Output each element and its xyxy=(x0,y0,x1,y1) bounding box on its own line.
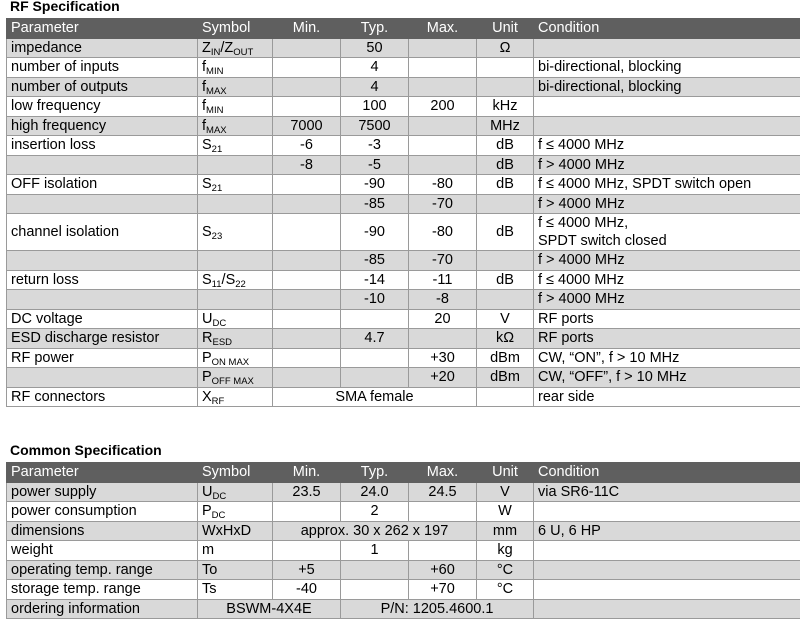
cell-unit: dB xyxy=(477,155,534,175)
cell-max: -8 xyxy=(409,290,477,310)
cell-symbol xyxy=(198,482,273,502)
cell-unit: Ω xyxy=(477,38,534,58)
table-row xyxy=(7,97,800,117)
cell-min: +5 xyxy=(273,560,341,580)
cell-unit: °C xyxy=(477,580,534,600)
condition-text: rear side xyxy=(538,389,594,405)
table-row xyxy=(7,155,800,175)
cell-condition xyxy=(534,58,800,78)
cell-parameter: weight xyxy=(7,541,198,561)
symbol-base: S xyxy=(202,137,212,153)
cell-typ: -3 xyxy=(341,136,409,156)
cell-condition xyxy=(534,175,800,195)
table-row xyxy=(7,560,800,580)
cell-parameter xyxy=(7,290,198,310)
symbol-subscript: 23 xyxy=(212,231,223,242)
symbol-base: P xyxy=(202,369,212,385)
cell-parameter: OFF isolation xyxy=(7,175,198,195)
cell-parameter: storage temp. range xyxy=(7,580,198,600)
cell-min: -40 xyxy=(273,580,341,600)
cell-condition xyxy=(534,521,800,541)
cell-min xyxy=(273,77,341,97)
cell-condition xyxy=(534,348,800,368)
table-row xyxy=(7,387,800,407)
cell-condition xyxy=(534,580,800,600)
cell-parameter xyxy=(7,368,198,388)
cell-condition xyxy=(534,214,800,251)
common-spec-title: Common Specification xyxy=(10,442,162,458)
cell-unit xyxy=(477,290,534,310)
cell-min: 7000 xyxy=(273,116,341,136)
cell-unit xyxy=(477,77,534,97)
cell-typ xyxy=(341,348,409,368)
symbol-base: U xyxy=(202,311,212,327)
cell-condition xyxy=(534,155,800,175)
header-symbol: Symbol xyxy=(198,463,273,483)
symbol-base: To xyxy=(202,562,217,578)
cell-max: +60 xyxy=(409,560,477,580)
cell-typ: 4 xyxy=(341,58,409,78)
cell-parameter: DC voltage xyxy=(7,309,198,329)
cell-value-span: approx. 30 x 262 x 197 xyxy=(273,521,477,541)
symbol-subscript: MAX xyxy=(206,86,227,97)
symbol-subscript: RF xyxy=(212,396,225,407)
cell-symbol xyxy=(198,521,273,541)
symbol-base: P xyxy=(202,350,212,366)
table-row xyxy=(7,251,800,271)
symbol-subscript: MAX xyxy=(206,125,227,136)
header-condition: Condition xyxy=(534,19,800,39)
header-max: Max. xyxy=(409,463,477,483)
ordering-label: ordering information xyxy=(7,599,198,619)
cell-unit: kHz xyxy=(477,97,534,117)
cell-min xyxy=(273,194,341,214)
cell-unit: kg xyxy=(477,541,534,561)
cell-unit xyxy=(477,387,534,407)
cell-min xyxy=(273,368,341,388)
cell-parameter: power supply xyxy=(7,482,198,502)
condition-text: RF ports xyxy=(538,311,594,327)
cell-symbol xyxy=(198,116,273,136)
cell-symbol xyxy=(198,368,273,388)
table-row xyxy=(7,136,800,156)
symbol-base: f xyxy=(202,59,206,75)
cell-symbol xyxy=(198,580,273,600)
cell-symbol xyxy=(198,194,273,214)
condition-text: f ≤ 4000 MHz, xyxy=(538,215,628,231)
condition-text: CW, “ON”, f > 10 MHz xyxy=(538,350,679,366)
table-row xyxy=(7,290,800,310)
cell-parameter: ESD discharge resistor xyxy=(7,329,198,349)
cell-max: -80 xyxy=(409,214,477,251)
cell-typ: -85 xyxy=(341,251,409,271)
cell-max xyxy=(409,58,477,78)
cell-typ: 4.7 xyxy=(341,329,409,349)
cell-condition xyxy=(534,329,800,349)
cell-symbol xyxy=(198,560,273,580)
cell-max xyxy=(409,502,477,522)
cell-symbol xyxy=(198,329,273,349)
condition-text: f > 4000 MHz xyxy=(538,252,625,268)
cell-symbol xyxy=(198,136,273,156)
table-row xyxy=(7,270,800,290)
condition-text-2: SPDT switch closed xyxy=(538,233,667,249)
symbol-base: R xyxy=(202,330,212,346)
symbol-base: WxHxD xyxy=(202,523,251,539)
condition-text: f > 4000 MHz xyxy=(538,157,625,173)
cell-typ: -5 xyxy=(341,155,409,175)
condition-text: CW, “OFF”, f > 10 MHz xyxy=(538,369,687,385)
header-symbol: Symbol xyxy=(198,19,273,39)
cell-max xyxy=(409,155,477,175)
symbol-base: f xyxy=(202,118,206,134)
cell-unit: dBm xyxy=(477,368,534,388)
header-typ: Typ. xyxy=(341,463,409,483)
cell-condition xyxy=(534,116,800,136)
cell-symbol xyxy=(198,348,273,368)
cell-min xyxy=(273,97,341,117)
cell-min xyxy=(273,270,341,290)
cell-symbol xyxy=(198,175,273,195)
symbol-base: S xyxy=(202,176,212,192)
cell-condition xyxy=(534,38,800,58)
cell-parameter: high frequency xyxy=(7,116,198,136)
condition-text: f ≤ 4000 MHz xyxy=(538,272,624,288)
rf-spec-table xyxy=(6,18,800,407)
cell-symbol xyxy=(198,541,273,561)
table-row xyxy=(7,116,800,136)
cell-typ: 1 xyxy=(341,541,409,561)
cell-typ: -10 xyxy=(341,290,409,310)
cell-parameter: number of inputs xyxy=(7,58,198,78)
cell-min xyxy=(273,329,341,349)
cell-max xyxy=(409,38,477,58)
symbol-base: f xyxy=(202,98,206,114)
symbol-base: f xyxy=(202,79,206,95)
condition-text: f > 4000 MHz xyxy=(538,291,625,307)
cell-symbol xyxy=(198,387,273,407)
symbol-subscript: ON MAX xyxy=(212,357,249,368)
cell-parameter xyxy=(7,155,198,175)
symbol-subscript: OFF MAX xyxy=(212,376,254,387)
cell-symbol xyxy=(198,502,273,522)
cell-symbol xyxy=(198,77,273,97)
cell-min xyxy=(273,541,341,561)
cell-typ: 100 xyxy=(341,97,409,117)
condition-text: bi-directional, blocking xyxy=(538,79,681,95)
symbol-subscript: MIN xyxy=(206,105,223,116)
cell-unit: dB xyxy=(477,270,534,290)
symbol-base: Ts xyxy=(202,581,217,597)
condition-text: RF ports xyxy=(538,330,594,346)
cell-condition xyxy=(534,136,800,156)
cell-unit: dBm xyxy=(477,348,534,368)
ordering-empty xyxy=(534,599,800,619)
cell-max: -70 xyxy=(409,194,477,214)
cell-max: -80 xyxy=(409,175,477,195)
table-row xyxy=(7,521,800,541)
cell-condition xyxy=(534,541,800,561)
table-row xyxy=(7,175,800,195)
cell-unit: dB xyxy=(477,136,534,156)
cell-parameter: dimensions xyxy=(7,521,198,541)
table-row xyxy=(7,38,800,58)
cell-parameter: low frequency xyxy=(7,97,198,117)
cell-condition xyxy=(534,387,800,407)
symbol-subscript: DC xyxy=(212,318,226,329)
cell-unit: mm xyxy=(477,521,534,541)
cell-unit: V xyxy=(477,309,534,329)
cell-unit: kΩ xyxy=(477,329,534,349)
cell-symbol xyxy=(198,290,273,310)
cell-symbol xyxy=(198,155,273,175)
cell-parameter: RF power xyxy=(7,348,198,368)
cell-max xyxy=(409,329,477,349)
cell-typ xyxy=(341,560,409,580)
cell-max: +30 xyxy=(409,348,477,368)
symbol-subscript-2: OUT xyxy=(233,47,253,58)
cell-symbol xyxy=(198,309,273,329)
cell-parameter: channel isolation xyxy=(7,214,198,251)
table-row xyxy=(7,194,800,214)
cell-min xyxy=(273,309,341,329)
cell-parameter: impedance xyxy=(7,38,198,58)
cell-unit: °C xyxy=(477,560,534,580)
cell-max xyxy=(409,77,477,97)
symbol-subscript: 21 xyxy=(212,144,223,155)
cell-parameter: return loss xyxy=(7,270,198,290)
cell-parameter: insertion loss xyxy=(7,136,198,156)
cell-max xyxy=(409,116,477,136)
cell-typ xyxy=(341,580,409,600)
cell-typ xyxy=(341,368,409,388)
cell-max: -11 xyxy=(409,270,477,290)
cell-max: -70 xyxy=(409,251,477,271)
header-max: Max. xyxy=(409,19,477,39)
cell-min xyxy=(273,251,341,271)
cell-symbol xyxy=(198,38,273,58)
cell-parameter: number of outputs xyxy=(7,77,198,97)
rf-spec-title: RF Specification xyxy=(10,0,120,14)
cell-symbol xyxy=(198,58,273,78)
cell-condition xyxy=(534,97,800,117)
symbol-base: X xyxy=(202,389,212,405)
cell-symbol xyxy=(198,270,273,290)
cell-condition xyxy=(534,560,800,580)
cell-min xyxy=(273,214,341,251)
common-spec-table xyxy=(6,462,800,619)
cell-condition xyxy=(534,77,800,97)
cell-typ: -14 xyxy=(341,270,409,290)
cell-unit: dB xyxy=(477,214,534,251)
cell-condition xyxy=(534,270,800,290)
cell-min xyxy=(273,175,341,195)
header-parameter: Parameter xyxy=(7,19,198,39)
common-header-row xyxy=(7,463,800,483)
symbol-subscript: 11 xyxy=(212,279,222,290)
symbol-subscript-2: 22 xyxy=(235,279,246,290)
table-row xyxy=(7,329,800,349)
condition-text: bi-directional, blocking xyxy=(538,59,681,75)
table-row xyxy=(7,58,800,78)
ordering-row xyxy=(7,599,800,619)
cell-typ: 50 xyxy=(341,38,409,58)
table-row xyxy=(7,482,800,502)
cell-max: 20 xyxy=(409,309,477,329)
cell-min xyxy=(273,502,341,522)
cell-max: 24.5 xyxy=(409,482,477,502)
cell-min xyxy=(273,58,341,78)
table-row xyxy=(7,580,800,600)
cell-parameter: operating temp. range xyxy=(7,560,198,580)
cell-condition xyxy=(534,290,800,310)
cell-max: 200 xyxy=(409,97,477,117)
cell-condition xyxy=(534,194,800,214)
symbol-base: S xyxy=(202,224,212,240)
header-unit: Unit xyxy=(477,463,534,483)
cell-parameter: power consumption xyxy=(7,502,198,522)
cell-symbol xyxy=(198,251,273,271)
condition-text: f > 4000 MHz xyxy=(538,196,625,212)
table-row xyxy=(7,77,800,97)
condition-text: f ≤ 4000 MHz, SPDT switch open xyxy=(538,176,751,192)
symbol-subscript: DC xyxy=(212,491,226,502)
cell-typ: -85 xyxy=(341,194,409,214)
cell-parameter xyxy=(7,251,198,271)
cell-max xyxy=(409,541,477,561)
header-unit: Unit xyxy=(477,19,534,39)
cell-condition xyxy=(534,482,800,502)
cell-symbol xyxy=(198,97,273,117)
cell-min xyxy=(273,38,341,58)
cell-parameter xyxy=(7,194,198,214)
cell-unit: dB xyxy=(477,175,534,195)
table-row xyxy=(7,348,800,368)
cell-parameter: RF connectors xyxy=(7,387,198,407)
cell-max xyxy=(409,136,477,156)
symbol-subscript: DC xyxy=(212,510,226,521)
symbol-subscript: IN xyxy=(211,47,221,58)
cell-typ: 7500 xyxy=(341,116,409,136)
condition-text: 6 U, 6 HP xyxy=(538,523,601,539)
symbol-subscript: 21 xyxy=(212,183,223,194)
cell-typ: 24.0 xyxy=(341,482,409,502)
table-row xyxy=(7,309,800,329)
cell-unit xyxy=(477,194,534,214)
condition-text: f ≤ 4000 MHz xyxy=(538,137,624,153)
cell-unit: V xyxy=(477,482,534,502)
condition-text: via SR6-11C xyxy=(538,484,619,500)
symbol-base: m xyxy=(202,542,214,558)
cell-min: -6 xyxy=(273,136,341,156)
symbol-base-2: /S xyxy=(222,272,236,288)
ordering-model: BSWM-4X4E xyxy=(198,599,341,619)
table-row xyxy=(7,214,800,251)
cell-typ: 4 xyxy=(341,77,409,97)
cell-typ: 2 xyxy=(341,502,409,522)
header-min: Min. xyxy=(273,19,341,39)
symbol-subscript: ESD xyxy=(212,337,232,348)
cell-min: 23.5 xyxy=(273,482,341,502)
cell-condition xyxy=(534,502,800,522)
cell-condition xyxy=(534,251,800,271)
cell-condition xyxy=(534,368,800,388)
symbol-base: Z xyxy=(202,40,211,56)
cell-unit: W xyxy=(477,502,534,522)
cell-unit xyxy=(477,58,534,78)
cell-max: +70 xyxy=(409,580,477,600)
ordering-part-number: P/N: 1205.4600.1 xyxy=(341,599,534,619)
cell-condition xyxy=(534,309,800,329)
cell-min: -8 xyxy=(273,155,341,175)
rf-header-row xyxy=(7,19,800,39)
table-row xyxy=(7,502,800,522)
table-row xyxy=(7,368,800,388)
cell-typ: -90 xyxy=(341,175,409,195)
symbol-subscript: MIN xyxy=(206,66,223,77)
cell-min xyxy=(273,290,341,310)
symbol-base: S xyxy=(202,272,212,288)
cell-value-span: SMA female xyxy=(273,387,477,407)
cell-unit: MHz xyxy=(477,116,534,136)
cell-min xyxy=(273,348,341,368)
cell-typ: -90 xyxy=(341,214,409,251)
table-row xyxy=(7,541,800,561)
header-min: Min. xyxy=(273,463,341,483)
cell-typ xyxy=(341,309,409,329)
header-parameter: Parameter xyxy=(7,463,198,483)
cell-unit xyxy=(477,251,534,271)
symbol-base-2: /Z xyxy=(220,40,233,56)
cell-symbol xyxy=(198,214,273,251)
header-typ: Typ. xyxy=(341,19,409,39)
symbol-base: P xyxy=(202,503,212,519)
symbol-base: U xyxy=(202,484,212,500)
cell-max: +20 xyxy=(409,368,477,388)
header-condition: Condition xyxy=(534,463,800,483)
